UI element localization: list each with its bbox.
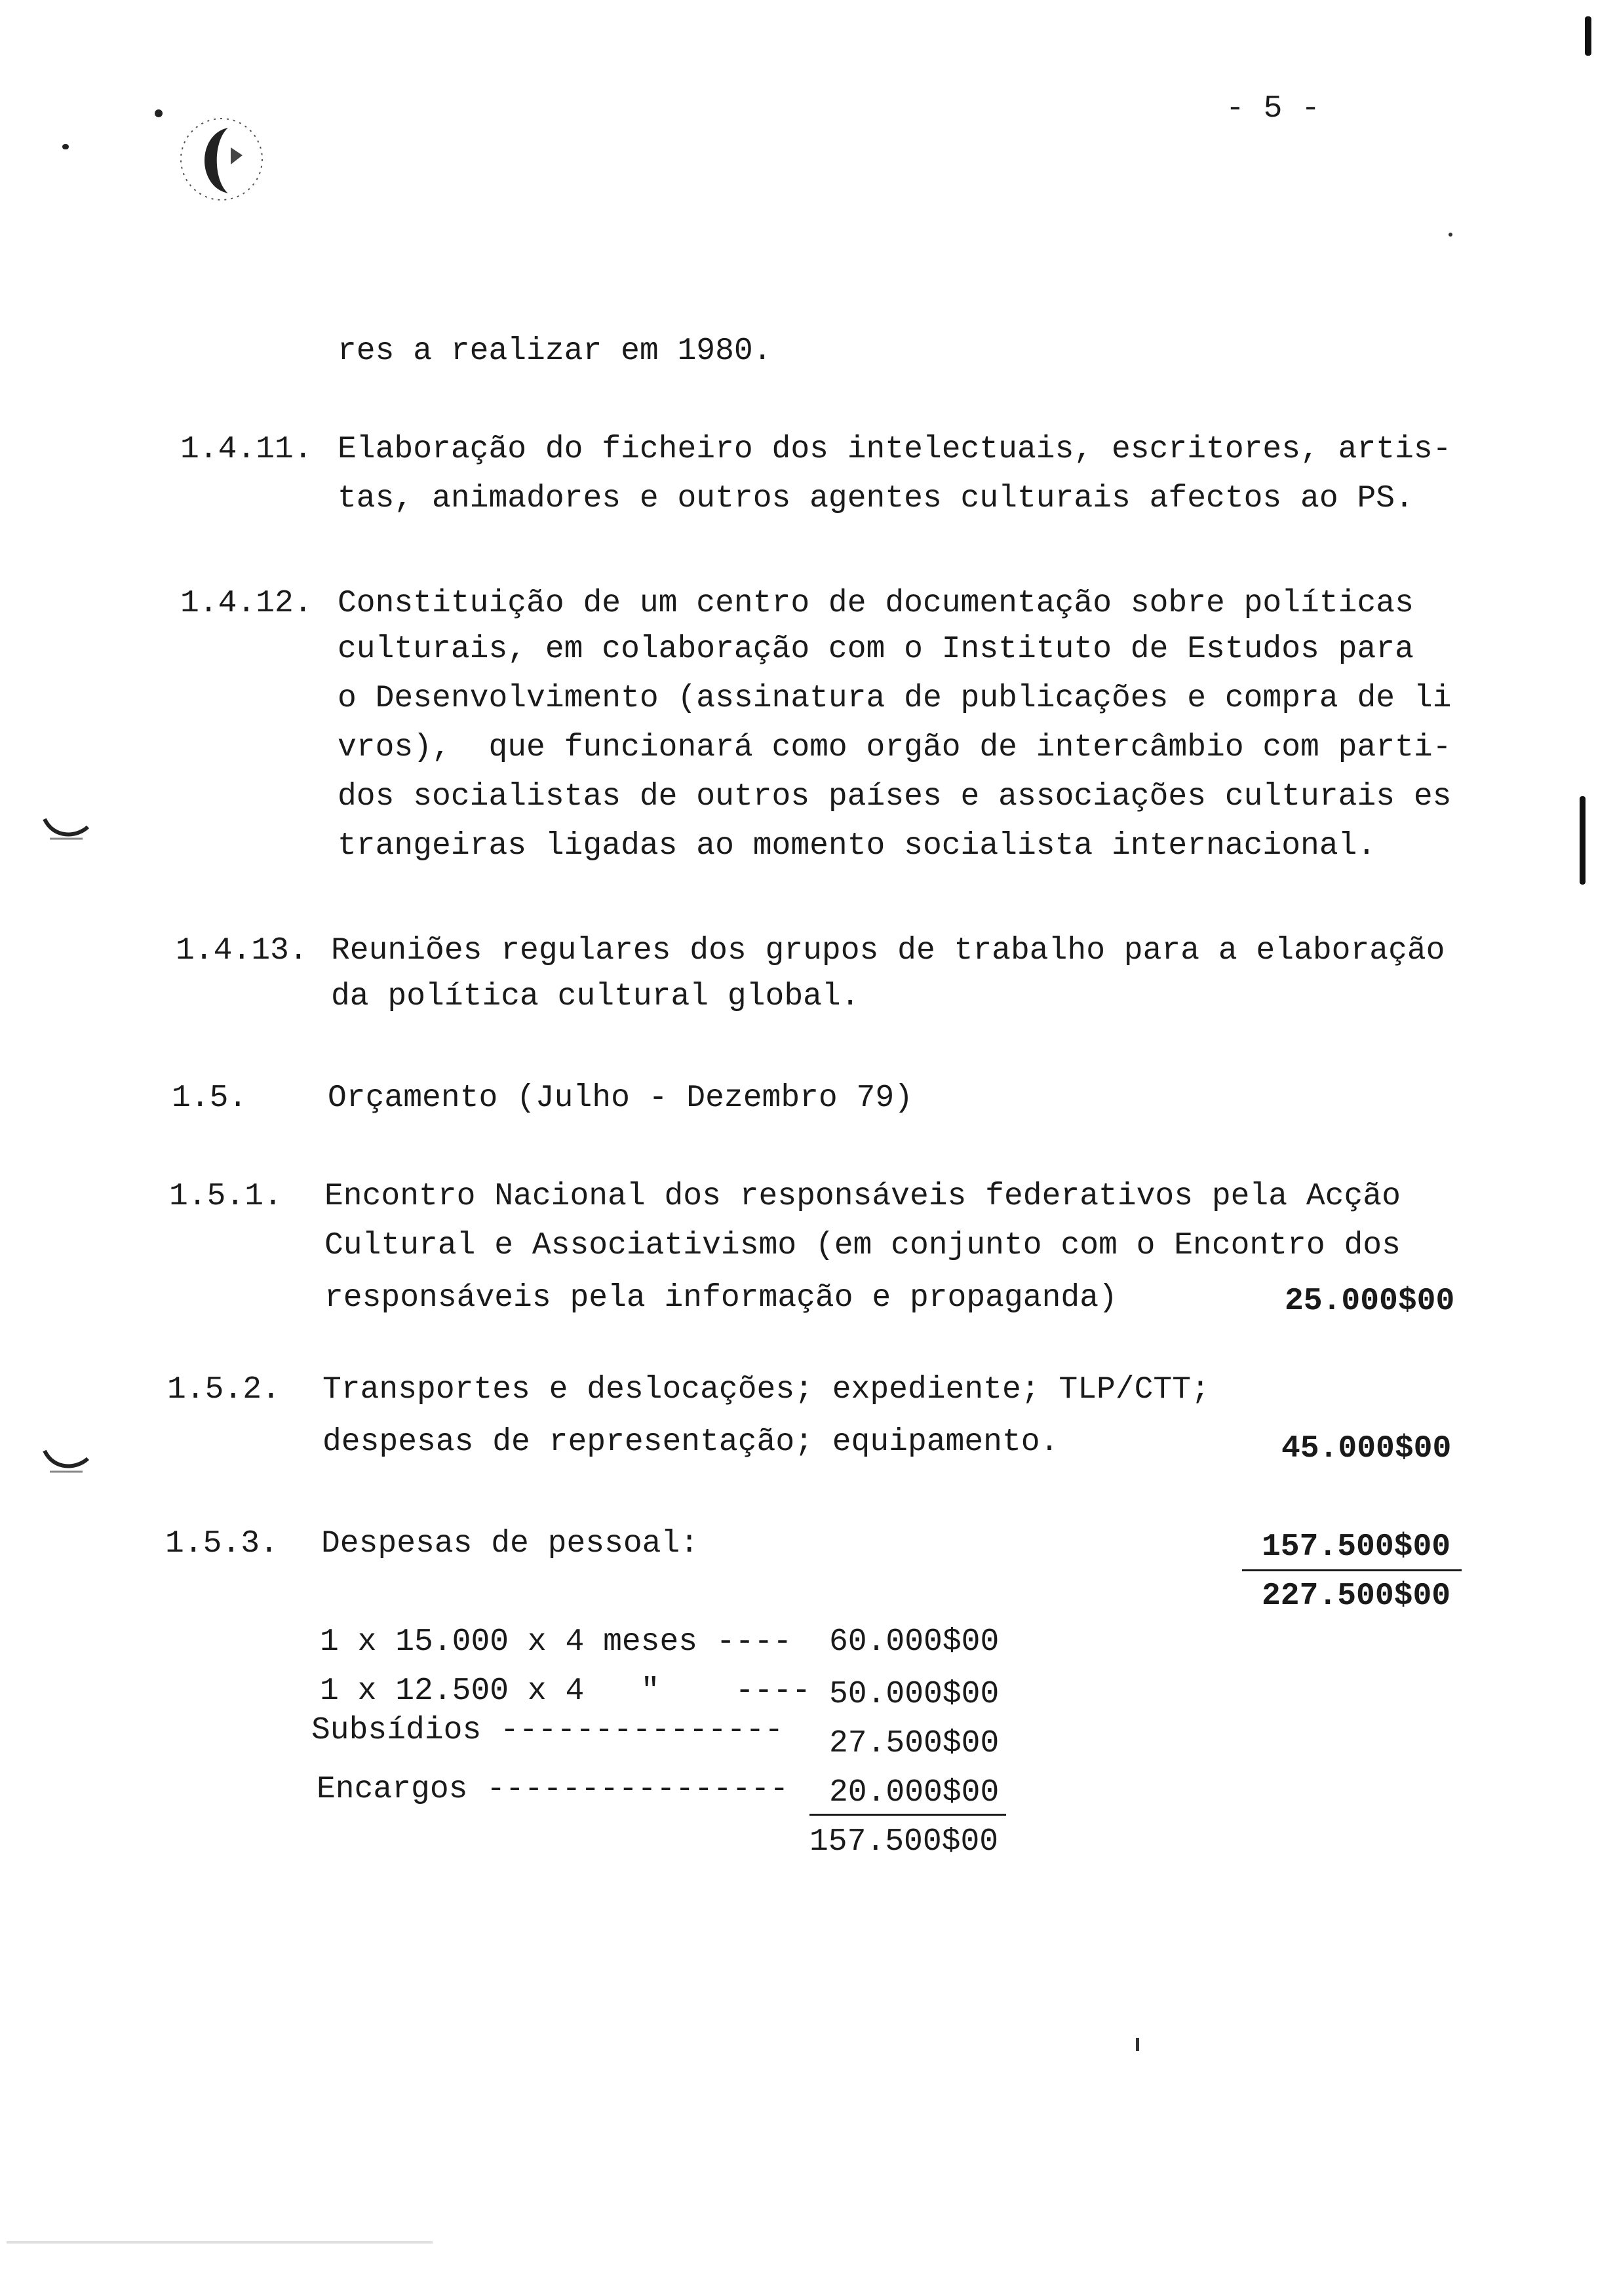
breakdown-value: 60.000$00	[829, 1624, 1000, 1660]
budget-amount: 45.000$00	[1281, 1431, 1452, 1466]
margin-check-icon	[41, 813, 93, 845]
section-number: 1.5.3.	[165, 1526, 279, 1561]
party-emblem-icon	[151, 102, 288, 216]
breakdown-label: Encargos ----------------	[317, 1772, 789, 1807]
section-text-line: Reuniões regulares dos grupos de trabalho para a elaboração	[331, 933, 1445, 968]
margin-mark	[1580, 796, 1586, 885]
section-text-line: responsáveis pela informação e propaganda)	[324, 1280, 1118, 1316]
section-text-line: Cultural e Associativismo (em conjunto com o Encontro dos	[324, 1228, 1401, 1263]
budget-amount: 25.000$00	[1285, 1284, 1455, 1319]
section-text-line: Encontro Nacional dos responsáveis federativos pela Acção	[324, 1179, 1401, 1214]
section-number: 1.5.2.	[167, 1372, 281, 1407]
intro-line: res a realizar em 1980.	[338, 334, 772, 369]
breakdown-value: 50.000$00	[829, 1677, 1000, 1712]
margin-dot	[62, 144, 69, 149]
breakdown-label: 1 x 15.000 x 4 meses ----	[320, 1624, 792, 1660]
breakdown-total: 157.500$00	[809, 1824, 999, 1860]
section-number: 1.5.	[172, 1081, 248, 1116]
section-text-line: o Desenvolvimento (assinatura de publicações e compra de li	[338, 681, 1452, 716]
section-number: 1.4.13.	[176, 933, 308, 968]
margin-check-icon	[41, 1442, 93, 1481]
breakdown-label: 1 x 12.500 x 4 " ----	[320, 1674, 811, 1709]
section-text-line: Elaboração do ficheiro dos intelectuais, escritores, artis-	[338, 432, 1452, 467]
stray-mark	[1449, 233, 1452, 237]
breakdown-value: 27.500$00	[829, 1726, 1000, 1761]
section-text-line: Despesas de pessoal:	[321, 1526, 699, 1561]
sum-underline	[809, 1814, 1006, 1816]
section-text-line: Transportes e deslocações; expediente; TLP/CTT;	[322, 1372, 1210, 1407]
section-number: 1.4.11.	[180, 432, 313, 467]
sum-underline	[1242, 1569, 1462, 1571]
stray-mark	[1136, 2038, 1139, 2051]
section-text-line: vros), que funcionará como orgão de intercâmbio com parti-	[338, 730, 1452, 765]
scan-smudge	[7, 2241, 433, 2244]
section-text-line: Constituição de um centro de documentação sobre políticas	[338, 586, 1414, 621]
budget-total: 227.500$00	[1262, 1578, 1451, 1614]
breakdown-label: Subsídios ---------------	[311, 1713, 784, 1748]
section-text-line: tas, animadores e outros agentes culturais afectos ao PS.	[338, 481, 1414, 516]
budget-amount: 157.500$00	[1262, 1529, 1451, 1565]
page-number: - 5 -	[1226, 91, 1321, 126]
section-text-line: despesas de representação; equipamento.	[322, 1425, 1059, 1460]
section-text-line: da política cultural global.	[331, 979, 860, 1014]
breakdown-value: 20.000$00	[829, 1775, 1000, 1810]
section-text-line: dos socialistas de outros países e associações culturais es	[338, 779, 1452, 814]
section-number: 1.5.1.	[169, 1179, 282, 1214]
section-text-line: Orçamento (Julho - Dezembro 79)	[328, 1081, 913, 1116]
section-text-line: trangeiras ligadas ao momento socialista internacional.	[338, 828, 1376, 864]
section-text-line: culturais, em colaboração com o Instituto de Estudos para	[338, 632, 1414, 667]
margin-mark	[1585, 16, 1591, 56]
section-number: 1.4.12.	[180, 586, 313, 621]
